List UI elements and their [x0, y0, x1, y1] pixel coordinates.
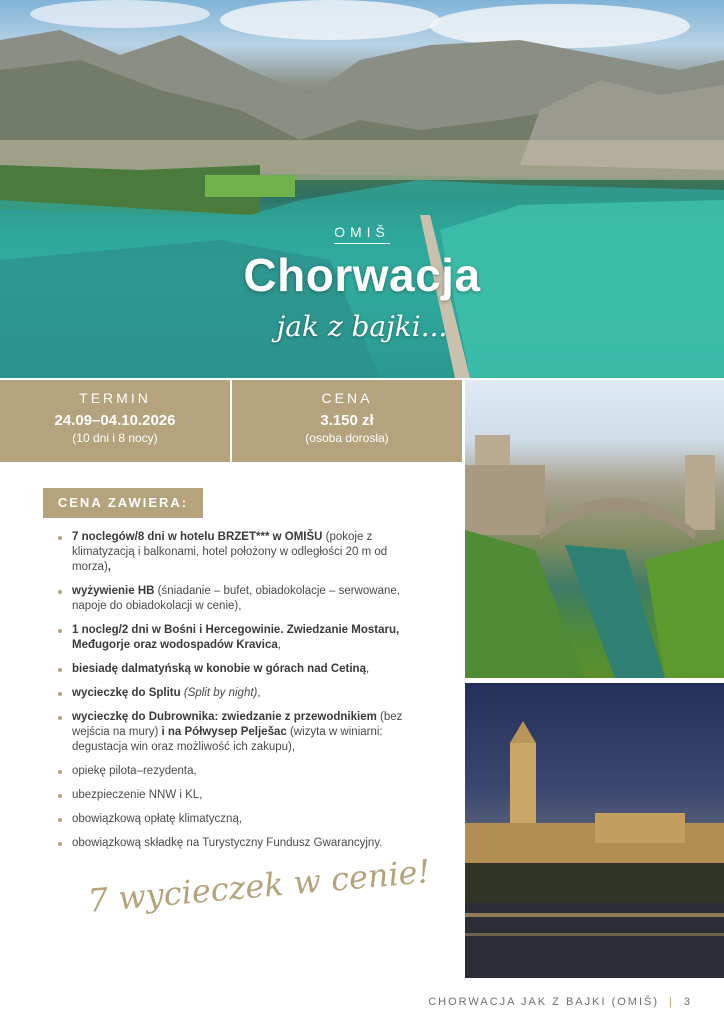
list-item: [58, 710, 418, 755]
list-item-text: ,: [365, 663, 370, 675]
info-bar: [0, 380, 462, 462]
list-item-text: ,: [277, 639, 281, 651]
list-item-text: obowiązkową składkę na Turystyczny Fundusz Gwarancyjny.: [72, 837, 383, 849]
list-item-text: (bez wejścia na mury): [72, 711, 403, 738]
hero-subtitle: jak z bajki...: [276, 310, 448, 343]
photo-mostar-bridge: [465, 380, 724, 678]
list-item: [58, 836, 418, 851]
footer-separator: |: [669, 996, 674, 1008]
list-item: [58, 584, 418, 614]
page-number: 3: [683, 996, 692, 1008]
list-item-text: 7 noclegów/8 dni w hotelu BRZET*** w OMIŠU: [72, 531, 323, 543]
cena-price: 3.150 zł: [320, 412, 374, 429]
list-item-text: wycieczkę do Splitu: [72, 687, 181, 699]
footer-text: CHORWACJA JAK Z BAJKI (OMIŠ): [428, 996, 660, 1008]
page-footer: [428, 996, 692, 1008]
list-item: [58, 686, 418, 701]
cena-note: (osoba dorosła): [305, 431, 389, 445]
list-item-text: (pokoje z klimatyzacją i balkonami, hotel położony w odległości 20 m od morza): [72, 531, 388, 573]
termin-note: (10 dni i 8 nocy): [72, 431, 158, 445]
cena-box: [230, 380, 462, 462]
list-item-text: wycieczkę do Dubrownika: zwiedzanie z przewodnikiem: [72, 711, 377, 723]
list-item-text: (Split by night): [183, 687, 258, 699]
termin-heading: TERMIN: [79, 390, 151, 406]
list-item: [58, 764, 418, 779]
list-item: [58, 530, 418, 575]
hero-title: Chorwacja: [243, 249, 481, 301]
list-item: [58, 662, 418, 677]
cena-heading: CENA: [321, 390, 373, 406]
includes-list: [58, 530, 418, 860]
list-item-text: ,: [107, 561, 111, 573]
includes-heading: CENA ZAWIERA:: [43, 488, 203, 518]
list-item-text: obowiązkową opłatę klimatyczną,: [72, 813, 243, 825]
list-item-text: (śniadanie – bufet, obiadokolacje – serwowane, napoje do obiadokolacji w cenie),: [72, 585, 400, 612]
list-item-text: ubezpieczenie NNW i KL,: [72, 789, 203, 801]
list-item-text: ,: [257, 687, 261, 699]
list-item-text: (wizyta w winiarni: degustacja win oraz możliwość ich zakupu),: [72, 726, 383, 753]
list-item: [58, 812, 418, 827]
photo-split-night: [465, 683, 724, 978]
list-item-text: biesiadę dalmatyńską w konobie w górach nad Cetiną: [72, 663, 366, 675]
list-item-text: i na Półwysep Pelješac: [161, 726, 287, 738]
termin-dates: 24.09–04.10.2026: [54, 412, 176, 429]
list-item-text: wyżywienie HB: [72, 585, 155, 597]
list-item: [58, 788, 418, 803]
hero-photo: [0, 0, 724, 378]
list-item-text: 1 nocleg/2 dni w Bośni i Hercegowinie. Zwiedzanie Mostaru, Međugorje oraz wodospadów Kravica: [72, 624, 400, 651]
list-item-text: opiekę pilota–rezydenta,: [72, 765, 197, 777]
hero-location-label: OMIŠ: [0, 224, 724, 244]
termin-box: [0, 380, 230, 462]
tagline: 7 wycieczek w cenie!: [86, 852, 432, 920]
list-item: [58, 623, 418, 653]
